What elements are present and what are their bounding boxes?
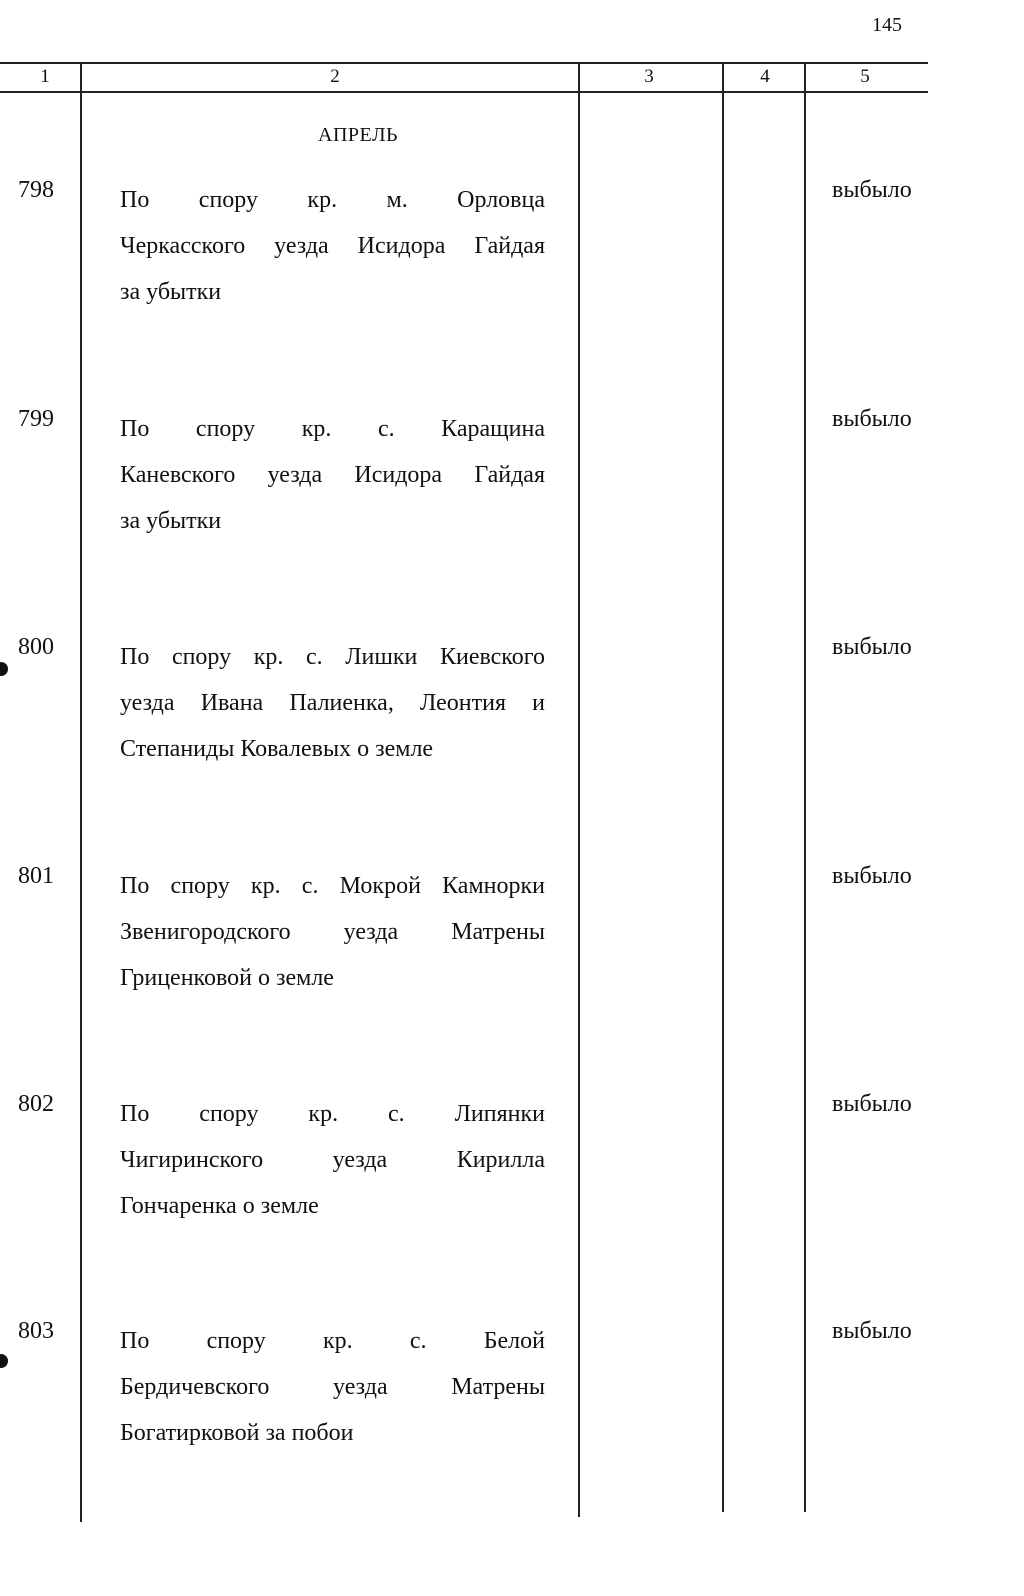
column-divider-3 xyxy=(722,62,724,1512)
description-line: Гончаренка о земле xyxy=(120,1193,319,1219)
column-header-2: 2 xyxy=(330,66,340,87)
entry-status: выбыло xyxy=(832,1318,912,1344)
entry-number: 798 xyxy=(18,177,54,203)
entry-description xyxy=(120,634,545,772)
entry-status: выбыло xyxy=(832,634,912,660)
description-line: за убытки xyxy=(120,508,222,534)
column-header-5: 5 xyxy=(860,66,870,87)
entry-description xyxy=(120,1091,545,1229)
column-header-3: 3 xyxy=(644,66,654,87)
entry-number: 799 xyxy=(18,406,54,432)
description-line: По спору кр. с. Каращина xyxy=(120,416,545,442)
binding-hole xyxy=(0,1354,8,1368)
column-divider-1 xyxy=(80,62,82,1522)
column-header-4: 4 xyxy=(760,66,770,87)
month-heading: АПРЕЛЬ xyxy=(318,124,399,146)
entry-description xyxy=(120,177,545,315)
description-line: По спору кр. с. Лишки Киевского xyxy=(120,644,545,670)
description-line: Чигиринского уезда Кирилла xyxy=(120,1147,545,1173)
description-line: Гриценковой о земле xyxy=(120,965,334,991)
header-bottom-rule xyxy=(0,91,928,93)
entry-number: 800 xyxy=(18,634,54,660)
description-line: По спору кр. с. Мокрой Камнорки xyxy=(120,873,545,899)
entry-status: выбыло xyxy=(832,1091,912,1117)
entry-number: 802 xyxy=(18,1091,54,1117)
description-line: Степаниды Ковалевых о земле xyxy=(120,736,434,762)
binding-hole xyxy=(0,662,8,676)
entry-description xyxy=(120,863,545,1001)
column-divider-2 xyxy=(578,62,580,1517)
description-line: По спору кр. м. Орловца xyxy=(120,187,545,213)
description-line: уезда Ивана Палиенка, Леонтия и xyxy=(120,690,545,716)
entry-description xyxy=(120,1318,545,1456)
entry-description xyxy=(120,406,545,544)
entry-status: выбыло xyxy=(832,406,912,432)
entry-number: 803 xyxy=(18,1318,54,1344)
description-line: Бердичевского уезда Матрены xyxy=(120,1374,545,1400)
entry-number: 801 xyxy=(18,863,54,889)
description-line: Каневского уезда Исидора Гайдая xyxy=(120,462,545,488)
column-divider-4 xyxy=(804,62,806,1512)
description-line: Черкасского уезда Исидора Гайдая xyxy=(120,233,545,259)
entry-status: выбыло xyxy=(832,177,912,203)
page-number: 145 xyxy=(872,14,902,36)
entry-status: выбыло xyxy=(832,863,912,889)
description-line: По спору кр. с. Липянки xyxy=(120,1101,545,1127)
description-line: Звенигородского уезда Матрены xyxy=(120,919,545,945)
description-line: По спору кр. с. Белой xyxy=(120,1328,545,1354)
column-header-1: 1 xyxy=(40,66,50,87)
description-line: Богатирковой за побои xyxy=(120,1420,354,1446)
header-top-rule xyxy=(0,62,928,64)
description-line: за убытки xyxy=(120,279,222,305)
